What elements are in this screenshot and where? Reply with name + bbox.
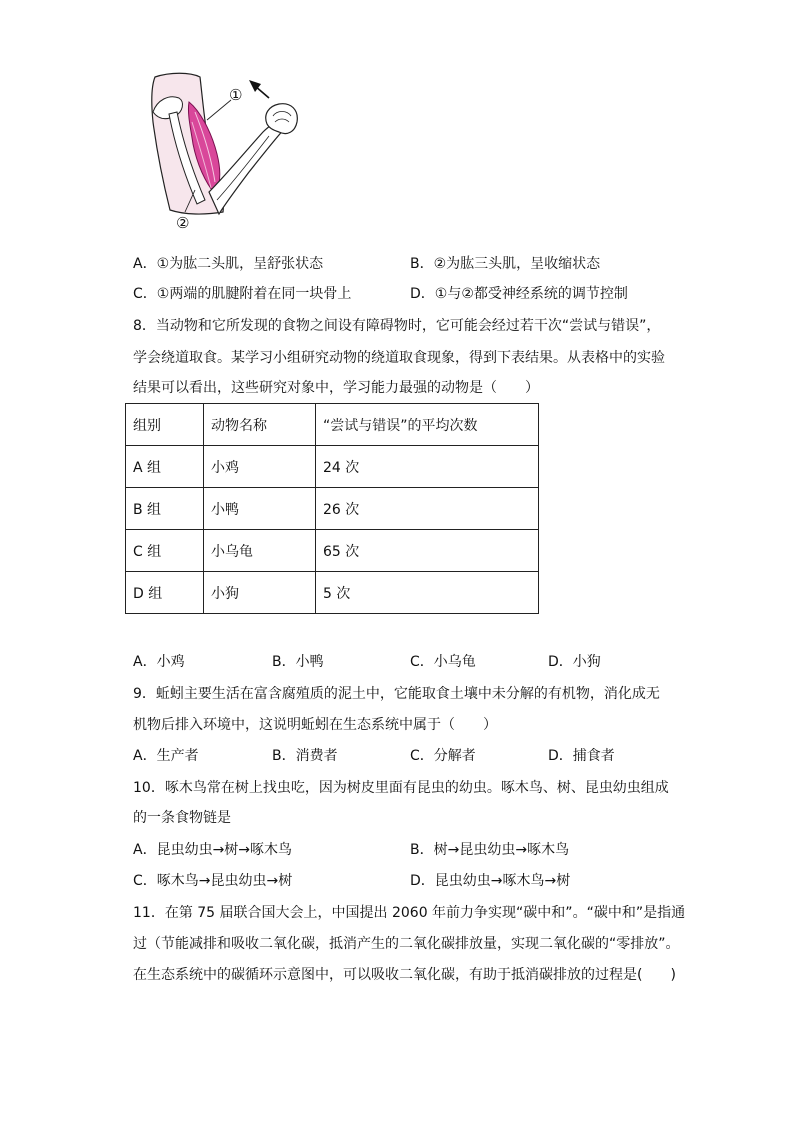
arm-muscle-figure	[145, 72, 310, 232]
option-text: 生产者	[156, 748, 199, 764]
q11-stem-line-3: 在生态系统中的碳循环示意图中，可以吸收二氧化碳，有助于抵消碳排放的过程是( )	[133, 967, 676, 983]
option-text: ①两端的肌腱附着在同一块骨上	[156, 286, 352, 302]
q7-option-c[interactable]	[133, 284, 351, 304]
option-letter: C．	[133, 286, 157, 302]
q9-stem-line-2: 机物后排入环境中，这说明蚯蚓在生态系统中属于（ ）	[133, 717, 497, 733]
option-text: 消费者	[295, 748, 338, 764]
table-cell: 小鸭	[204, 488, 316, 530]
option-letter: B．	[410, 842, 434, 858]
table-cell: 26 次	[316, 488, 539, 530]
option-letter: A．	[133, 654, 157, 670]
q8-stem-line-1: 8．当动物和它所发现的食物之间设有障碍物时，它可能会经过若干次“尝试与错误”，	[133, 318, 661, 334]
table-row	[126, 488, 539, 530]
q10-stem-line-1: 10．啄木鸟常在树上找虫吃，因为树皮里面有昆虫的幼虫。啄木鸟、树、昆虫幼虫组成	[133, 780, 669, 796]
q10-option-a[interactable]	[133, 840, 292, 860]
option-letter: B．	[272, 748, 296, 764]
q9-stem-line-1: 9．蚯蚓主要生活在富含腐殖质的泥土中，它能取食土壤中未分解的有机物，消化成无	[133, 686, 660, 702]
table-cell: A 组	[126, 446, 204, 488]
forearm-outline	[209, 118, 287, 214]
table-cell: 小乌龟	[204, 530, 316, 572]
option-text: ①与②都受神经系统的调节控制	[434, 286, 628, 302]
table-cell: 小鸡	[204, 446, 316, 488]
option-letter: C．	[133, 873, 157, 889]
option-text: 捕食者	[572, 748, 615, 764]
option-text: 树→昆虫幼虫→啄木鸟	[433, 842, 570, 858]
option-letter: A．	[133, 842, 157, 858]
table-row	[126, 446, 539, 488]
option-text: 昆虫幼虫→树→啄木鸟	[156, 842, 293, 858]
option-text: 分解者	[433, 748, 476, 764]
q8-option-c[interactable]	[410, 652, 476, 672]
figure-label-1: ①	[229, 86, 243, 104]
q11-stem-line-2: 过（节能减排和吸收二氧化碳，抵消产生的二氧化碳排放量，实现二氧化碳的“零排放”。	[133, 936, 680, 952]
q9-option-d[interactable]	[548, 746, 615, 766]
option-letter: A．	[133, 256, 157, 272]
q9-option-c[interactable]	[410, 746, 476, 766]
table-cell: C 组	[126, 530, 204, 572]
option-letter: B．	[272, 654, 296, 670]
option-text: 小鸭	[295, 654, 324, 670]
option-letter: D．	[410, 873, 435, 889]
option-letter: D．	[410, 286, 435, 302]
option-letter: A．	[133, 748, 157, 764]
table-cell: D 组	[126, 572, 204, 614]
table-header-cell: 动物名称	[204, 404, 316, 446]
q8-stem-line-3: 结果可以看出，这些研究对象中，学习能力最强的动物是（ ）	[133, 380, 539, 396]
option-text: ②为肱三头肌，呈收缩状态	[433, 256, 601, 272]
table-cell: 小狗	[204, 572, 316, 614]
q8-stem-line-2: 学会绕道取食。某学习小组研究动物的绕道取食现象，得到下表结果。从表格中的实验	[133, 350, 665, 366]
q9-option-a[interactable]	[133, 746, 199, 766]
table-row	[126, 572, 539, 614]
q7-option-b[interactable]	[410, 254, 600, 274]
table-cell: B 组	[126, 488, 204, 530]
table-cell: 24 次	[316, 446, 539, 488]
q10-option-c[interactable]	[133, 871, 292, 891]
option-letter: D．	[548, 654, 573, 670]
q7-option-d[interactable]	[410, 284, 628, 304]
option-text: 昆虫幼虫→啄木鸟→树	[434, 873, 571, 889]
option-text: 小鸡	[156, 654, 185, 670]
q10-option-b[interactable]	[410, 840, 569, 860]
option-letter: C．	[410, 748, 434, 764]
table-cell: 5 次	[316, 572, 539, 614]
option-text: 小狗	[572, 654, 601, 670]
option-text: ①为肱二头肌，呈舒张状态	[156, 256, 324, 272]
table-row	[126, 530, 539, 572]
q7-option-a[interactable]	[133, 254, 323, 274]
q8-option-a[interactable]	[133, 652, 185, 672]
q11-stem-line-1: 11．在第 75 届联合国大会上，中国提出 2060 年前力争实现“碳中和”。“碳中和”是指通	[133, 905, 686, 921]
table-header-cell: 组别	[126, 404, 204, 446]
option-letter: D．	[548, 748, 573, 764]
q10-stem-line-2: 的一条食物链是	[133, 810, 231, 826]
q9-option-b[interactable]	[272, 746, 338, 766]
table-cell: 65 次	[316, 530, 539, 572]
option-text: 小乌龟	[433, 654, 476, 670]
q8-option-b[interactable]	[272, 652, 324, 672]
option-text: 啄木鸟→昆虫幼虫→树	[156, 873, 293, 889]
table-header-cell: “尝试与错误”的平均次数	[316, 404, 539, 446]
table-header-row	[126, 404, 539, 446]
q8-data-table	[125, 403, 539, 614]
q10-option-d[interactable]	[410, 871, 570, 891]
q8-option-d[interactable]	[548, 652, 601, 672]
option-letter: B．	[410, 256, 434, 272]
figure-label-2: ②	[176, 214, 190, 232]
option-letter: C．	[410, 654, 434, 670]
